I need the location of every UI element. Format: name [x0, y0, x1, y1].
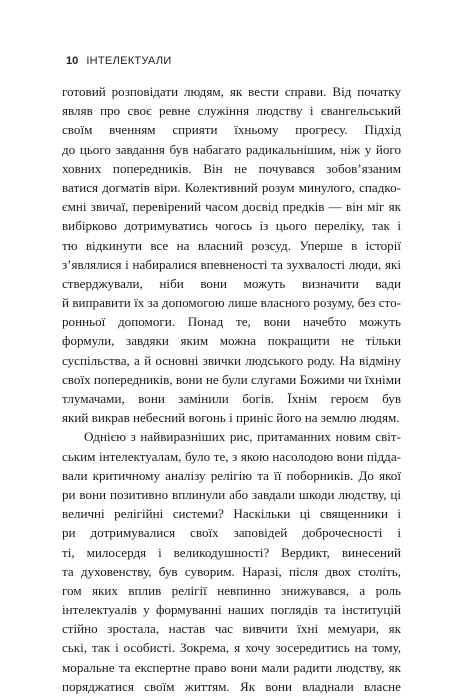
text-line: ри вони позитивно вплинули або завдали шкоди людству, ці — [62, 486, 401, 502]
text-line: готовий розповідати людям, як вести справи. Від початку — [62, 84, 401, 99]
body-text — [62, 82, 401, 696]
text-line: стверджували, ніби вони можуть визначити вади — [62, 275, 401, 291]
text-line: та духовенству, був суворим. Наразі, після двох століть, — [62, 563, 401, 579]
text-line: ським інтелектуалам, було те, з якою насолодою вони підда- — [62, 448, 401, 464]
text-line: суспільства, а й основні звички людського роду. На відміну — [62, 352, 401, 368]
text-line: вали критичному аналізу релігію та її поборників. До якої — [62, 467, 401, 483]
text-line: й виправити їх за допомогою лише власного розуму, без сто- — [62, 295, 401, 311]
text-line: ті, милосердя і великодушності? Вердикт, винесений — [62, 544, 401, 560]
page-number: 10 — [66, 55, 79, 67]
text-line: який викрав небесний вогонь і приніс його на землю людям. — [62, 410, 400, 426]
text-line: являв про своє ревне служіння людству і євангельський — [62, 103, 401, 119]
text-line: формули, завдяки яким можна покращити не тільки — [62, 333, 401, 349]
text-line: моральне та експертне право вони мали радити людству, як — [62, 659, 401, 675]
text-line: стійно зростала, настав час вивчити їхні мемуари, як — [62, 621, 401, 637]
text-line: величні релігійні системи? Наскільки ці священники і — [62, 506, 401, 522]
text-line: поряджатися своїм життям. Як вони владнали власне — [62, 678, 401, 694]
text-line: гом яких вплив релігії невпинно знижувався, а роль — [62, 582, 401, 598]
text-line: своїм вченням сприяти їхньому прогресу. Підхід — [62, 122, 401, 138]
text-line: вибірково дотримуватись чогось із цього переліку, так і — [62, 218, 401, 234]
running-title: ІНТЕЛЕКТУАЛИ — [86, 55, 172, 67]
text-line: ри дотримувалися своїх заповідей доброчесності і — [62, 525, 401, 541]
text-line: Однією з найвиразніших рис, притаманних новим світ- — [84, 429, 401, 445]
text-line: ховних попередників. Він не почувався зобов’язаним — [62, 160, 401, 176]
text-line: інтелектуалів у формуванні наших поглядів та інституцій — [62, 602, 401, 618]
text-line: ватися догматів віри. Колективний розум минулого, спадко- — [62, 179, 401, 195]
text-line: до цього завдання був набагато радикальнішим, ніж у його — [62, 141, 401, 157]
text-line: тю відкинути все на власний розсуд. Уперше в історії — [62, 237, 401, 253]
text-line: ронньої допомоги. Понад те, вони начебто можуть — [62, 314, 401, 330]
running-header — [66, 55, 172, 67]
text-line: ські, так і особисті. Зокрема, я хочу зосередитись на тому, — [62, 640, 401, 656]
text-line: з’являлися і набиралися впевненості та зухвалості люди, які — [62, 256, 401, 272]
text-line: ємні звичаї, перевірений часом досвід предків — він міг як — [62, 199, 401, 215]
text-line: своїх попередників, вони не були слугами Божими чи їхніми — [62, 371, 401, 387]
text-line: тлумачами, вони замінили богів. Їхнім героєм був — [62, 391, 401, 406]
